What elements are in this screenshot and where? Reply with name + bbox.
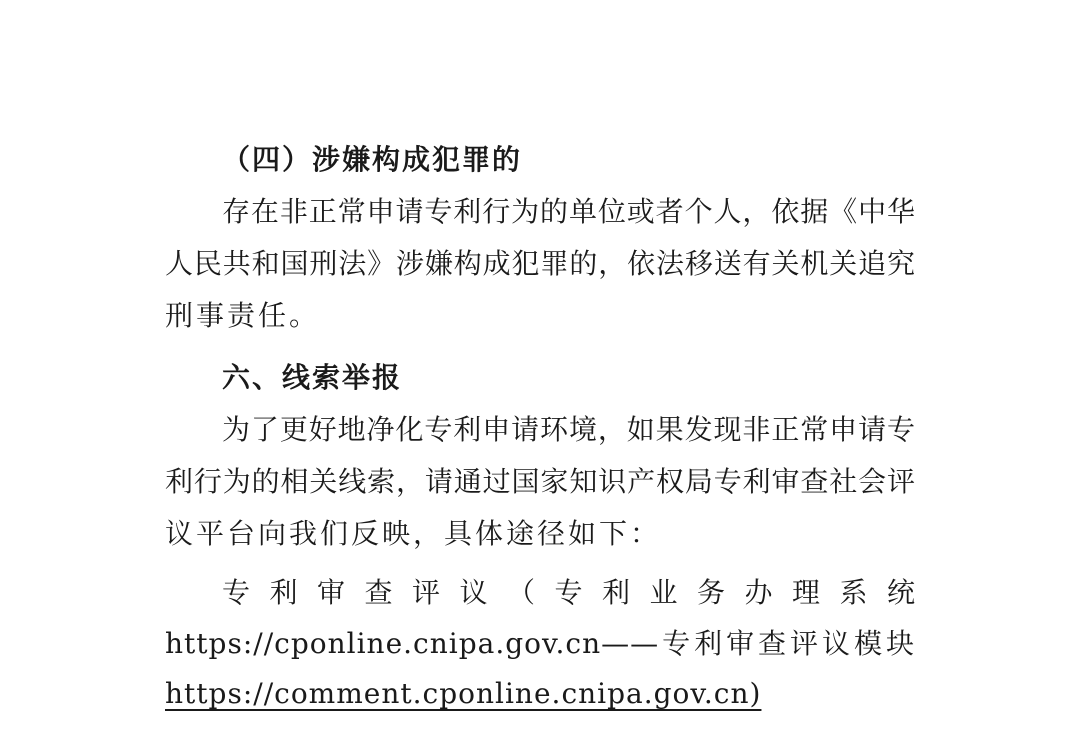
paragraph-line: 议平台向我们反映，具体途径如下：	[165, 517, 662, 550]
paragraph-line: 刑事责任。	[165, 299, 321, 332]
section-six-heading: 六、线索举报	[222, 361, 403, 394]
channel-line: 专利审查评议（专利业务办理系统	[222, 576, 915, 609]
paragraph-line: 利行为的相关线索，请通过国家知识产权局专利审查社会评	[165, 465, 915, 498]
paragraph-line: 人民共和国刑法》涉嫌构成犯罪的，依法移送有关机关追究	[165, 247, 915, 280]
comment-url-link[interactable]: https://comment.cponline.cnipa.gov.cn)	[165, 677, 762, 710]
channel-url-line[interactable]: https://cponline.cnipa.gov.cn——专利审查评议模块	[165, 627, 915, 660]
section-four-heading: （四）涉嫌构成犯罪的	[222, 143, 523, 176]
paragraph-line: 为了更好地净化专利申请环境，如果发现非正常申请专	[222, 413, 915, 446]
paragraph-line: 存在非正常申请专利行为的单位或者个人，依据《中华	[222, 195, 915, 228]
